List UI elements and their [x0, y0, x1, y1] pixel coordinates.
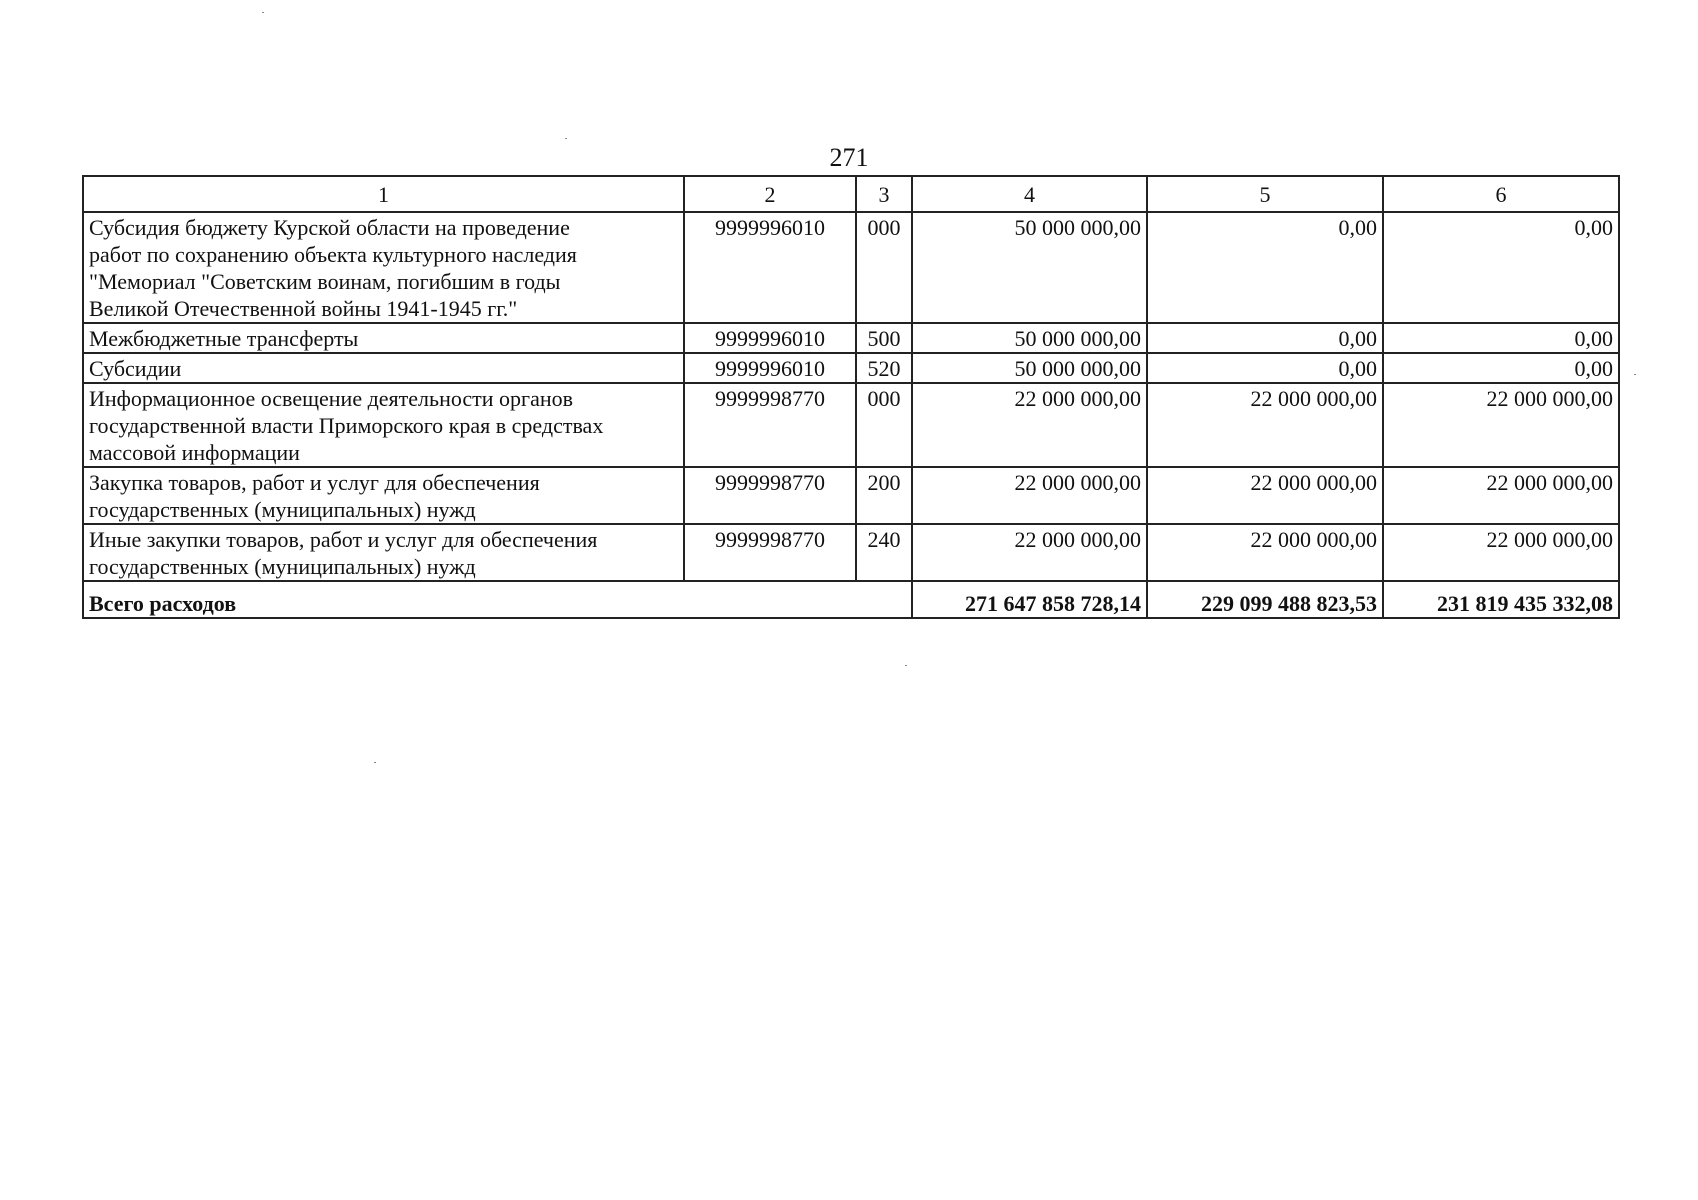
scan-speck — [565, 138, 567, 139]
total-col-5: 229 099 488 823,53 — [1147, 581, 1383, 618]
row-name-line: Иные закупки товаров, работ и услуг для обеспечения — [89, 527, 598, 552]
expense-type-code: 200 — [856, 467, 912, 524]
amount-col-4: 50 000 000,00 — [912, 212, 1147, 323]
amount-col-5: 22 000 000,00 — [1147, 524, 1383, 581]
row-name-line: Информационное освещение деятельности органов — [89, 386, 573, 411]
row-name — [83, 467, 684, 524]
amount-col-5: 22 000 000,00 — [1147, 467, 1383, 524]
column-header: 6 — [1383, 176, 1619, 212]
total-label: Всего расходов — [83, 581, 912, 618]
amount-col-5: 0,00 — [1147, 353, 1383, 383]
amount-col-6: 22 000 000,00 — [1383, 467, 1619, 524]
scan-speck — [905, 665, 907, 666]
total-col-4: 271 647 858 728,14 — [912, 581, 1147, 618]
row-name — [83, 383, 684, 467]
row-name-line: работ по сохранению объекта культурного наследия — [89, 242, 577, 267]
amount-col-4: 22 000 000,00 — [912, 383, 1147, 467]
row-name-line: "Мемориал "Советским воинам, погибшим в годы — [89, 269, 561, 294]
scan-speck — [374, 762, 376, 763]
target-article-code: 9999998770 — [684, 467, 856, 524]
amount-col-4: 22 000 000,00 — [912, 524, 1147, 581]
amount-col-6: 0,00 — [1383, 212, 1619, 323]
total-col-6: 231 819 435 332,08 — [1383, 581, 1619, 618]
page-number: 271 — [829, 143, 869, 172]
amount-col-4: 50 000 000,00 — [912, 323, 1147, 353]
target-article-code: 9999996010 — [684, 353, 856, 383]
row-name-line: государственных (муниципальных) нужд — [89, 554, 476, 579]
target-article-code: 9999996010 — [684, 323, 856, 353]
scan-speck — [262, 12, 264, 13]
table-row — [83, 467, 1619, 524]
table-row — [83, 323, 1619, 353]
total-row — [83, 581, 1619, 618]
table-row — [83, 212, 1619, 323]
amount-col-6: 22 000 000,00 — [1383, 383, 1619, 467]
expense-type-code: 520 — [856, 353, 912, 383]
column-header: 3 — [856, 176, 912, 212]
row-name-line: Субсидия бюджету Курской области на проведение — [89, 215, 570, 240]
expense-type-code: 500 — [856, 323, 912, 353]
row-name-line: государственной власти Приморского края в средствах — [89, 413, 604, 438]
row-name-line: массовой информации — [89, 440, 300, 465]
expense-type-code: 000 — [856, 212, 912, 323]
expenditure-table — [82, 175, 1620, 619]
row-name-line: Межбюджетные трансферты — [89, 326, 359, 351]
table-row — [83, 383, 1619, 467]
row-name — [83, 323, 684, 353]
expense-type-code: 240 — [856, 524, 912, 581]
target-article-code: 9999998770 — [684, 524, 856, 581]
table-row — [83, 353, 1619, 383]
row-name-line: Закупка товаров, работ и услуг для обеспечения — [89, 470, 540, 495]
column-header: 2 — [684, 176, 856, 212]
amount-col-4: 22 000 000,00 — [912, 467, 1147, 524]
target-article-code: 9999998770 — [684, 383, 856, 467]
row-name — [83, 524, 684, 581]
amount-col-5: 0,00 — [1147, 323, 1383, 353]
row-name-line: государственных (муниципальных) нужд — [89, 497, 476, 522]
amount-col-4: 50 000 000,00 — [912, 353, 1147, 383]
expense-type-code: 000 — [856, 383, 912, 467]
column-header: 4 — [912, 176, 1147, 212]
target-article-code: 9999996010 — [684, 212, 856, 323]
column-header: 5 — [1147, 176, 1383, 212]
amount-col-6: 0,00 — [1383, 323, 1619, 353]
column-header: 1 — [83, 176, 684, 212]
amount-col-5: 22 000 000,00 — [1147, 383, 1383, 467]
amount-col-6: 0,00 — [1383, 353, 1619, 383]
amount-col-6: 22 000 000,00 — [1383, 524, 1619, 581]
row-name — [83, 353, 684, 383]
row-name-line: Великой Отечественной войны 1941-1945 гг." — [89, 296, 518, 321]
amount-col-5: 0,00 — [1147, 212, 1383, 323]
table-row — [83, 524, 1619, 581]
row-name — [83, 212, 684, 323]
column-number-row — [83, 176, 1619, 212]
row-name-line: Субсидии — [89, 356, 182, 381]
scan-speck — [1634, 374, 1636, 375]
